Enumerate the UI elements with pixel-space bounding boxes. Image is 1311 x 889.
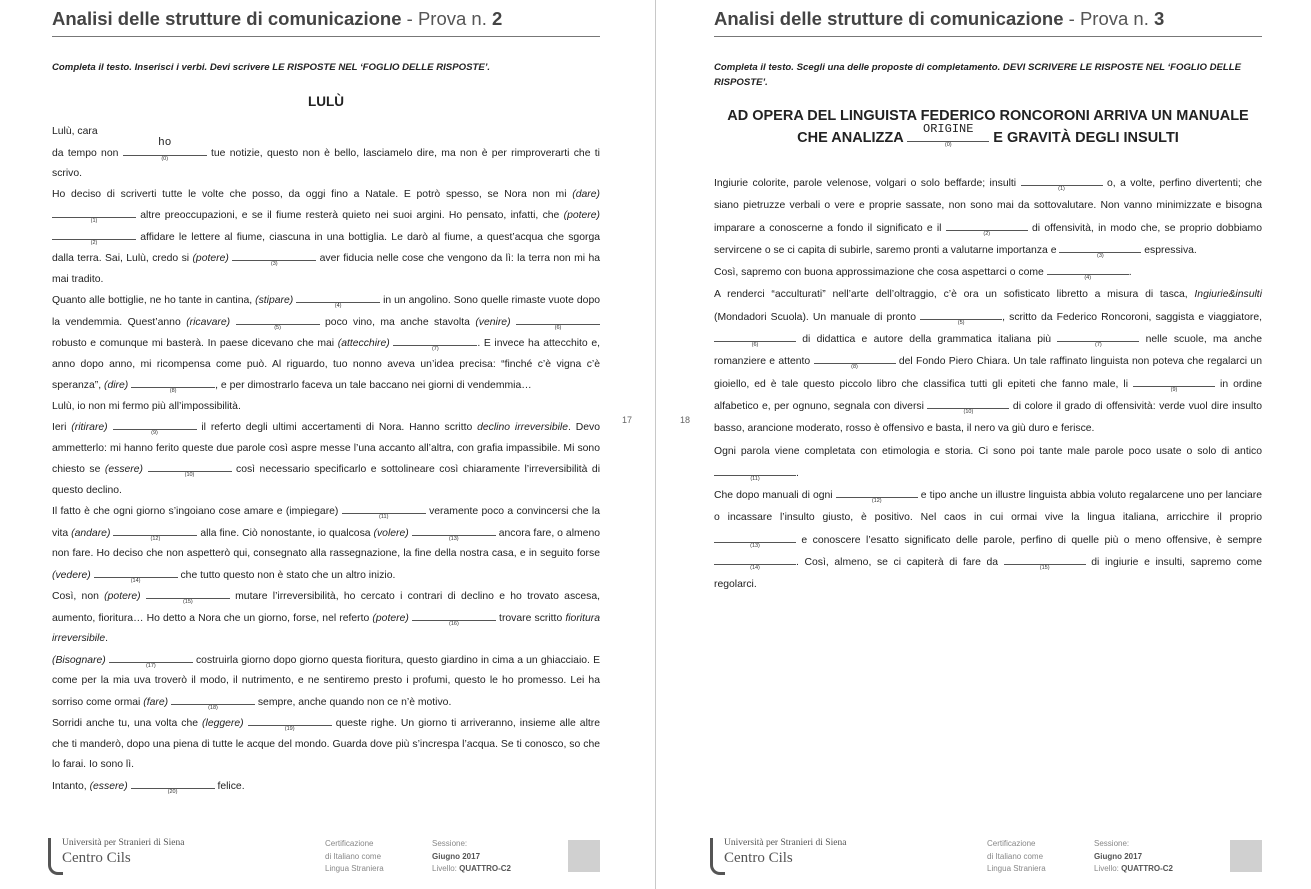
gap-1[interactable]: (1) [52, 205, 136, 218]
session-info: Sessione: Giugno 2017 Livello: QUATTRO-C2 [1094, 839, 1173, 873]
gap-15[interactable]: (15) [1004, 552, 1086, 565]
gap-9[interactable]: (9) [113, 417, 197, 430]
certification-label: Certificazione di Italiano come Lingua Straniera [987, 839, 1046, 873]
footer-box [1230, 840, 1262, 872]
gap-4[interactable]: (4) [296, 290, 380, 303]
gap-16[interactable]: (16) [412, 608, 496, 621]
gap-4[interactable]: (4) [1047, 262, 1129, 275]
gap-5[interactable]: (5) [920, 307, 1002, 320]
gap-9[interactable]: (9) [1133, 374, 1215, 387]
gap-15[interactable]: (15) [146, 586, 230, 599]
gap-6[interactable]: (6) [714, 329, 796, 342]
gap-14[interactable]: (14) [94, 565, 178, 578]
gap-1[interactable]: (1) [1021, 173, 1103, 186]
instructions: Completa il testo. Inserisci i verbi. Devi scrivere LE RISPOSTE NEL ‘FOGLIO DELLE RISPOSTE’. [52, 62, 491, 73]
gap-2[interactable]: (2) [946, 218, 1028, 231]
gap-17[interactable]: (17) [109, 650, 193, 663]
gap-20[interactable]: (20) [131, 776, 215, 789]
gap-19[interactable]: (19) [248, 713, 332, 726]
gap-12[interactable]: (12) [836, 485, 918, 498]
gap-10[interactable]: (10) [148, 459, 232, 472]
page-number: 18 [680, 415, 691, 425]
gap-2[interactable]: (2) [52, 227, 136, 240]
gap-18[interactable]: (18) [171, 692, 255, 705]
cloze-text-lulu: Lulù, cara da tempo non ho (0) tue notizie, questo non è bello, lasciamelo dire, ma non è per rimproverarti che ti scrivo. Ho deciso di scriverti tutte le volte che posso, da oggi fino a Natale. E potrò spesso, se Nora non mi (dare) (1) altre preoccupazioni, e se il fiume resterà quieto nei suoi argini. Ho pensato, infatti, che (potere) (2) affidare le lettere al fiume, ciascuna in una bottiglia. Le darò al fiume, a quest’acqua che sgorga dalla terra. Sai, Lulù, credo si (potere) (3) aver fiducia nelle cose che vengono da lì: la terra non mi ha mai tradito. Quanto alle bottiglie, ne ho tante in cantina, (stipare) (4) in un angolino. Sono quelle rimaste vuote dopo la vendemmia. Quest’anno (ricavare) (5) poco vino, ma anche stavolta (venire) (6) robusto e comunque mi basterà. In paese dicevano che mai (attecchire) (7) . E invece ha attecchito e, anno dopo anno, mi ricompensa come può. Al riguardo, tuo nonno aveva un’idea precisa: “finché c’è vigna c’è speranza”, (dire) (8) , e per dimostrarlo faceva un tale baccano nei giorni di vendemmia… Lulù, io non mi fermo più all’impossibilità. Ieri (ritirare) (9) il referto degli ultimi accertamenti di Nora. Hanno scritto declino irreversibile. Devo ammetterlo: mi hanno ferito queste due parole così aspre messe l’una accanto all’altra, con grafia impassibile. Mi sono chiesto se (essere) (10) così necessario specificarlo e sottolineare così chiaramente l’irreversibilità di questo declino. Il fatto è che ogni giorno s’ingoiano cose amare e (impiegare) (11) veramente poco a convincersi che la vita (andare) (12) alla fine. Ciò nonostante, io qualcosa (volere) (13) ancora fare, o almeno non fare. Ho deciso che non aspetterò qui, consegnato alla rassegnazione, la fine della nostra casa, e in seguito forse (vedere) (14) che tutto questo non è stato che un altro inizio. Così, non (potere) (15) mutare l’irreversibilità, ho cercato i contrari di declino e ho trovato ascesa, aumento, fioritura… Ho detto a Nora che un giorno, forse, nel referto (potere) (16) trovare scritto fioritura irreversibile. (Bisognare) (17) costruirla giorno dopo giorno questa fioritura, questo giardino in cima a un ghiacciaio. E come per la mia uva troverò il modo, il nutrimento, e ne sentiremo presto i profumi, questo le ho promesso. Lei ha sorriso come ormai (fare) (18) sempre, anche quando non ce n’è motivo. Sorridi anche tu, una volta che (leggere) (19) queste righe. Un giorno ti arriveranno, insieme alle altre che ti manderò, dopo una piena di tutte le acque del mondo. Guarda dove più s’increspa l’acqua. Se ti conosco, so che lo farai. Io sono lì. Intanto, (essere) (20) felice. [52, 126, 601, 795]
gap-0: ORIGINE (0) [907, 127, 989, 142]
cloze-text-insulti: Ingiurie colorite, parole velenose, volgari o solo beffarde; insulti (1) o, a volte, perfino divertenti; che siano pietruzze verbali o vere e proprie sassate, non sono mai da sottovalutare. Non vanno minimizzate e bisogna imparare a conoscerne a fondo il significato e il (2) di offensività, in modo che, se proprio dobbiamo servircene o se ci capita di subirle, saremo pronti a valutarne importanza e (3) espressiva. Così, sapremo con buona approssimazione che cosa aspettarci o come (4) . A renderci “acculturati” nell’arte dell’oltraggio, c’è ora un sofisticato libretto a misura di tasca, Ingiurie&insulti (Mondadori Scuola). Un manuale di pronto (5) , scritto da Federico Roncoroni, saggista e viaggiatore, (6) di didattica e autore della grammatica italiana più (7) nelle scuole, ma anche romanziere e attento (8) del Fondo Piero Chiara. Un tale raffinato linguista non poteva che regalarci un gioiello, ed è tale questo piccolo libro che classifica tutti gli epiteti che fanno male, li (9) in ordine alfabetico e, per ognuno, segnala con diversi (10) di colore il grado di offensività: verde vuol dire insulto basso, arancione moderato, rosso è offensivo e basta, il nero va giù duro e ferisce. Ogni parola viene completata con etimologia e storia. Ci sono poi tante male parole poco usate o solo di antico (11) . Che dopo manuali di ogni (12) e tipo anche un illustre linguista abbia voluto regalarcene uno per lanciare o incassare l’insulto giusto, è positivo. Nel caos in cui ormai vive la lingua italiana, arricchire il proprio (13) e conoscere l’esatto significato delle parole, perfino di quelle più o meno offensive, è sempre (14) . Così, almeno, se ci capiterà di fare da (15) di ingiurie e insulti, sapremo come regolarci. [714, 173, 1262, 597]
gap-5[interactable]: (5) [236, 312, 320, 325]
gap-0: ho (0) [123, 143, 207, 156]
logo-mark-icon [48, 838, 63, 875]
page-header: Analisi delle strutture di comunicazione - Prova n. 2 [52, 8, 600, 37]
gap-13[interactable]: (13) [412, 523, 496, 536]
gap-12[interactable]: (12) [113, 523, 197, 536]
text-title: AD OPERA DEL LINGUISTA FEDERICO RONCORONI ARRIVA UN MANUALE CHE ANALIZZA ORIGINE (0) E GRAVITÀ DEGLI INSULTI [727, 108, 1249, 148]
session-info: Sessione: Giugno 2017 Livello: QUATTRO-C2 [432, 839, 511, 873]
certification-label: Certificazione di Italiano come Lingua Straniera [325, 839, 384, 873]
page-number: 17 [622, 415, 633, 425]
gap-13[interactable]: (13) [714, 530, 796, 543]
cils-logo: Università per Stranieri di Siena Centro Cils [48, 838, 238, 878]
gap-7[interactable]: (7) [393, 333, 477, 346]
gap-14[interactable]: (14) [714, 552, 796, 565]
gap-11[interactable]: (11) [714, 463, 796, 476]
logo-mark-icon [710, 838, 725, 875]
page-18 [656, 0, 1311, 889]
gap-11[interactable]: (11) [342, 501, 426, 514]
gap-6[interactable]: (6) [516, 312, 600, 325]
page-header: Analisi delle strutture di comunicazione - Prova n. 3 [714, 8, 1262, 37]
footer-box [568, 840, 600, 872]
gap-7[interactable]: (7) [1057, 329, 1139, 342]
page-17 [0, 0, 655, 889]
cils-logo: Università per Stranieri di Siena Centro Cils [710, 838, 900, 878]
text-title: LULÙ [308, 94, 344, 109]
instructions: Completa il testo. Scegli una delle proposte di completamento. DEVI SCRIVERE LE RISPOSTE NEL ‘FOGLIO DELLE RISPOSTE’. [714, 62, 1242, 88]
gap-3[interactable]: (3) [232, 248, 316, 261]
gap-3[interactable]: (3) [1059, 240, 1141, 253]
gap-8[interactable]: (8) [814, 351, 896, 364]
gap-8[interactable]: (8) [131, 375, 215, 388]
gap-10[interactable]: (10) [927, 396, 1009, 409]
